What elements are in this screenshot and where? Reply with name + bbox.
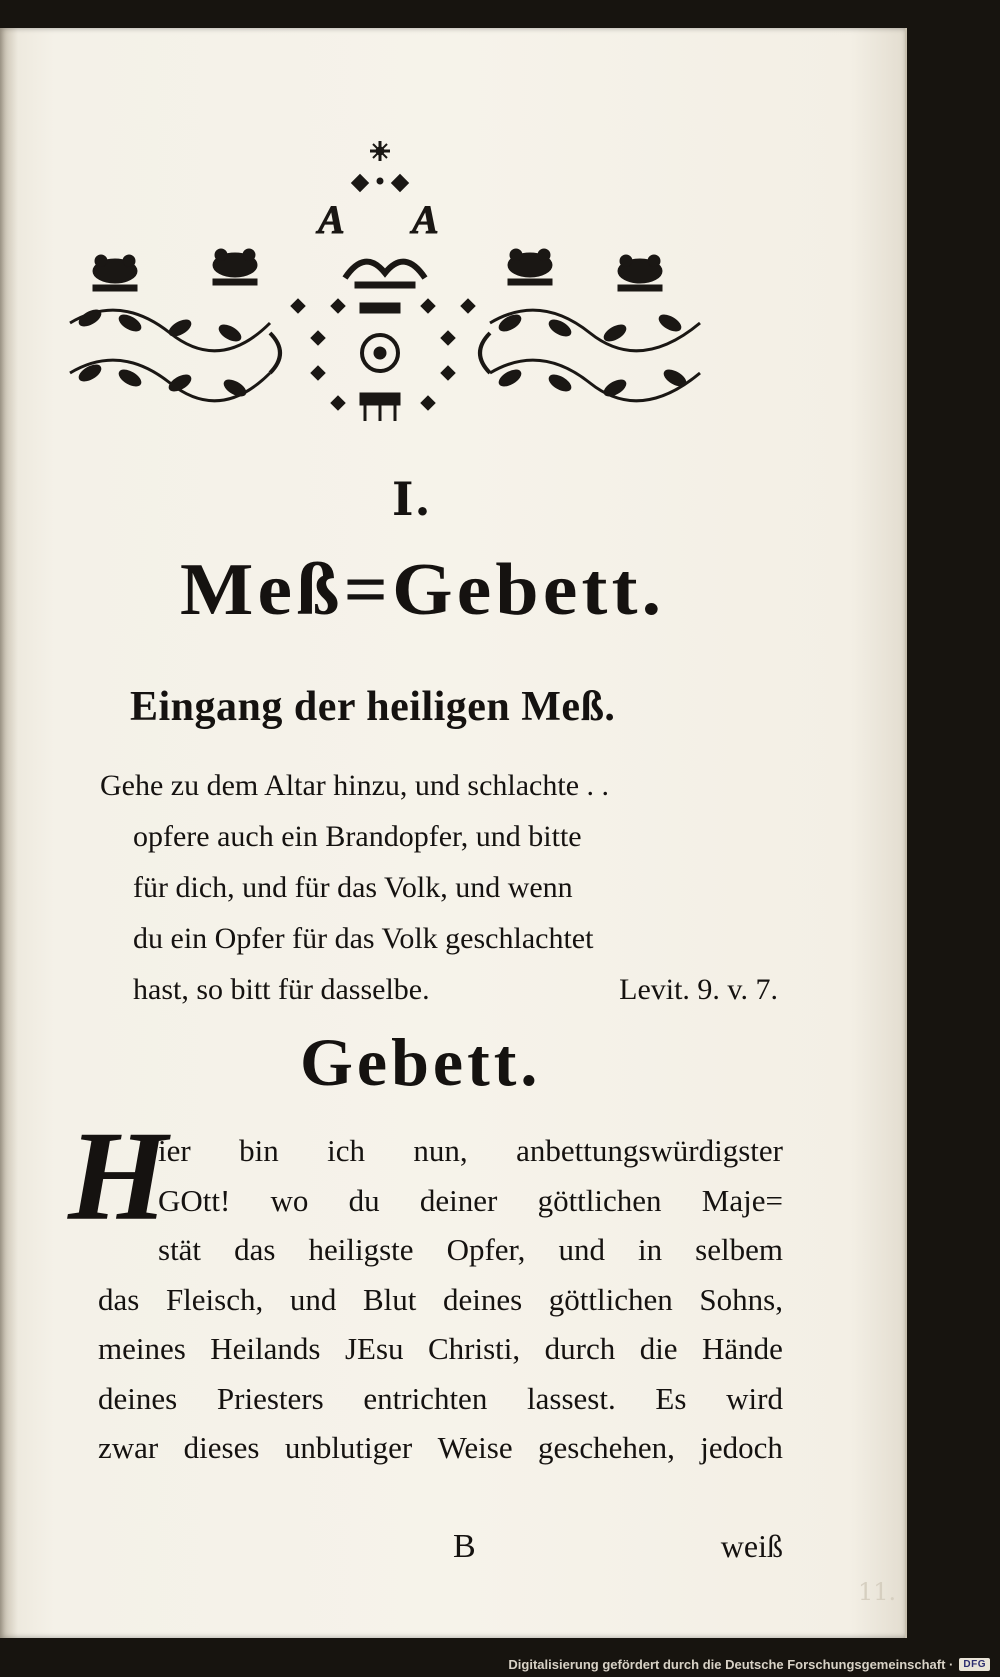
epigraph-line: Gehe zu dem Altar hinzu, und schlachte . . [100,769,610,802]
prayer-line: das Fleisch, und Blut deines göttlichen Sohns, [98,1281,783,1317]
prayer-line: GOtt! wo du deiner göttlichen Maje= [158,1182,783,1218]
epigraph-line: opfere auch ein Brandopfer, und bitte [133,820,582,853]
prayer-text [68,1105,783,1565]
prayer-heading: Gebett. [300,1024,542,1100]
svg-text:A: A [318,197,345,242]
section-title: Meß=Gebett. [180,549,666,631]
signature-mark: B [453,1528,476,1565]
prayer-line: deines Priesters entrichten lassest. Es wird [98,1380,783,1416]
epigraph-line: du ein Opfer für das Volk geschlachtet [133,922,594,955]
drop-cap-initial: H [68,1105,168,1247]
prayer-line: ier bin ich nun, anbettungswürdigster [158,1133,783,1168]
scripture-epigraph [100,760,800,1015]
decorative-ornament [60,123,760,433]
catchword: weiß [720,1528,783,1564]
book-page [0,28,907,1638]
subsection-title: Eingang der heiligen Meß. [130,684,616,730]
digitization-footer [0,1652,1000,1677]
epigraph-line: hast, so bitt für dasselbe. [133,973,430,1006]
dfg-logo-icon: DFG [959,1658,990,1671]
footer-text: Digitalisierung gefördert durch die Deutsche Forschungsgemeinschaft · [508,1657,954,1672]
page-number: 11. [858,1578,897,1606]
epigraph-line: für dich, und für das Volk, und wenn [133,871,573,904]
scripture-reference: Levit. 9. v. 7. [619,973,778,1006]
prayer-line: stät das heiligste Opfer, und in selbem [158,1232,783,1267]
prayer-line: meines Heilands JEsu Christi, durch die Hände [98,1331,783,1366]
svg-text:A: A [412,197,439,242]
prayer-line: zwar dieses unblutiger Weise geschehen, jedoch [98,1430,783,1465]
chapter-number: I. [392,472,432,526]
